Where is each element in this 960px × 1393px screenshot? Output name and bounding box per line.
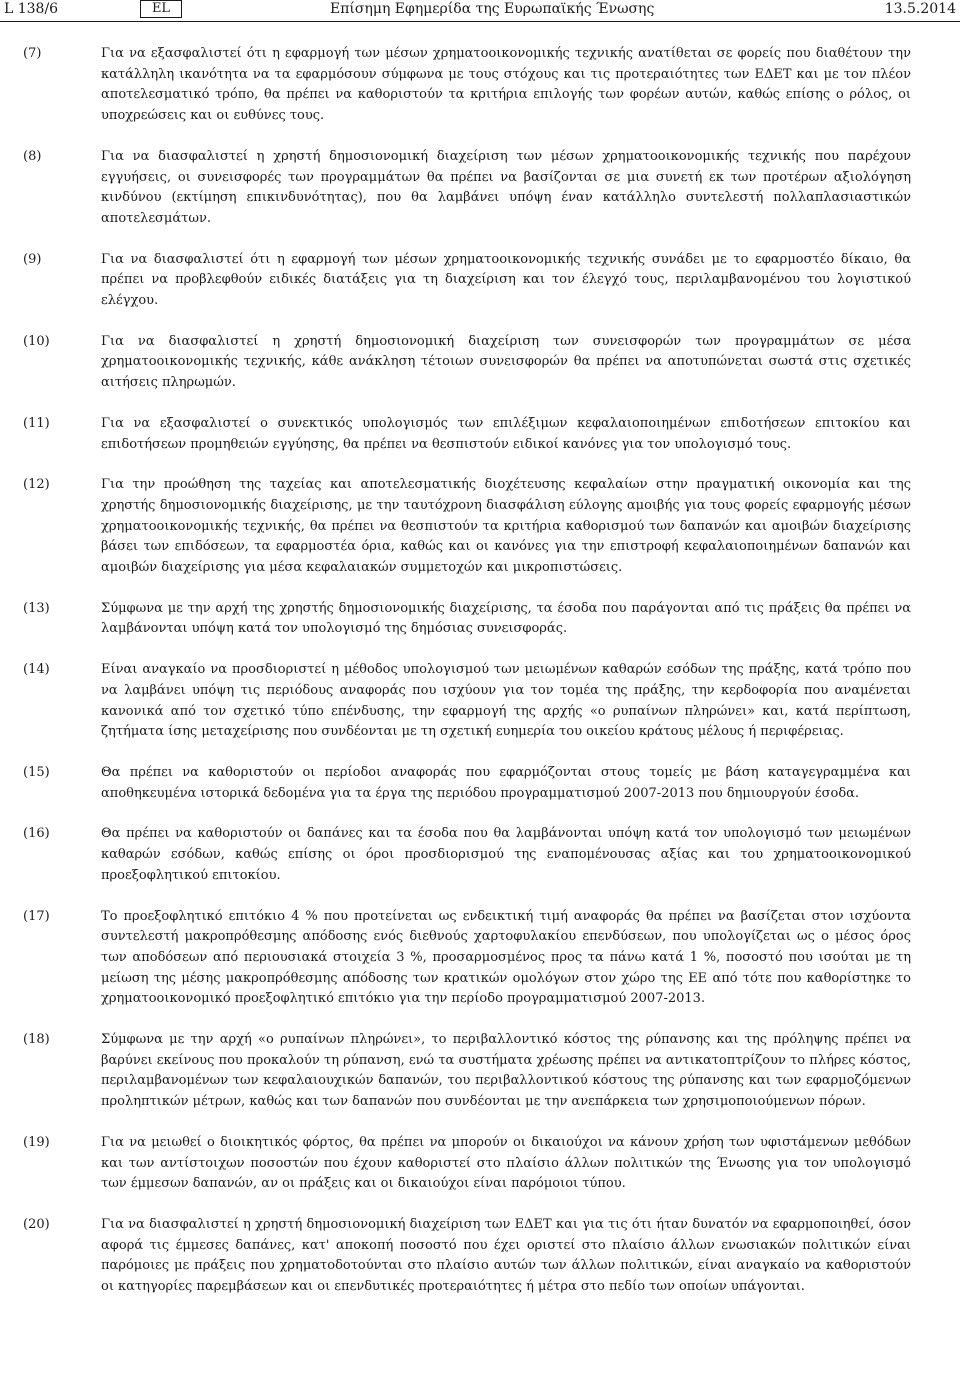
recital-7 <box>0 44 960 127</box>
recital-number: (17) <box>23 908 50 924</box>
recital-text: Είναι αναγκαίο να προσδιοριστεί η μέθοδος υπολογισμού των μειωμένων καθαρών εσόδων της πράξης, κατά τρόπο που να λαμβάνει υπόψη τις περιόδους αναφοράς που ισχύουν για τον τομέα της πράξης, την κερδοφορία που αναμένεται κανονικά από τον σχετικό τύπο επένδυσης, την εφαρμογή της αρχής «ο ρυπαίνων πληρώνει» και, κατά περίπτωση, ζητήματα ίσης μεταχείρισης που συνδέονται με τη σχετική ευημερία του οικείου κράτους μέλους ή περιφέρειας. <box>101 662 911 740</box>
recital-14 <box>0 660 960 743</box>
recital-number: (14) <box>23 662 50 678</box>
publication-date: 13.5.2014 <box>884 1 956 17</box>
recital-text: Για να διασφαλιστεί η χρηστή δημοσιονομική διαχείριση των μέσων χρηματοοικονομικής τεχνικής που παρέχουν εγγυήσεις, οι συνεισφορές των προγραμμάτων θα πρέπει να βασίζονται σε μια συνετή εκ των προτέρων αξιολόγηση κινδύνου (εκτίμηση επικινδυνότητας), που θα λαμβάνει υπόψη έναν κατάλληλο συντελεστή πολλαπλασιαστικών αποτελεσμάτων. <box>101 148 911 226</box>
recital-number: (15) <box>23 764 50 780</box>
recital-text: Για να διασφαλιστεί η χρηστή δημοσιονομική διαχείριση των ΕΔΕΤ και για τις ότι ήταν δυνατόν να εφαρμοποιηθεί, όσον αφορά τις έμμεσες δαπάνες, κατ' αποκοπή ποσοστό που έχει οριστεί στο πλαίσιο άλλων ενωσιακών πολιτικών είναι παρόμοιες με πράξεις που χρηματοδοτούνται στο πλαίσιο αυτών των άλλων πολιτικών, είναι αναγκαίο να καθοριστούν οι κατηγορίες παρεμβάσεων και οι επενδυτικές προτεραιότητες ή μέτρα στο πεδίο των οποίων υπάγονται. <box>101 1216 911 1295</box>
recital-text: Για να εξασφαλιστεί ο συνεκτικός υπολογισμός των επιλέξιμων κεφαλαιοποιημένων επιδοτήσεων επιτοκίου και επιδοτήσεων προμηθειών εγγύησης, θα πρέπει να θεσπιστούν ειδικοί κανόνες για τον υπολογισμό τους. <box>101 415 911 452</box>
language-badge: EL <box>140 0 182 18</box>
recital-8 <box>0 147 960 230</box>
recital-text: Το προεξοφλητικό επιτόκιο 4 % που προτείνεται ως ενδεικτική τιμή αναφοράς θα πρέπει να βασίζεται στον ισχύοντα συντελεστή μακροπρόθεσμης απόδοσης ενός διεθνούς χαρτοφυλακίου επενδύσεων, που υπολογίζεται ως ο μέσος όρος των αποδόσεων από περιουσιακά στοιχεία 3 %, προσαρμοσμένος προς τα πάνω κατά 1 %, ποσοστό που ισούται με τη μείωση της μέσης μακροπρόθεσμης απόδοσης των κρατικών ομολόγων στον χώρο της ΕΕ από τότε που καθορίστηκε το χρηματοοικονομικό προεξοφλητικό επιτόκιο για την περίοδο προγραμματισμού 2007-2013. <box>101 908 911 1007</box>
recital-number: (13) <box>23 600 50 616</box>
recital-number: (12) <box>23 477 50 493</box>
recital-19 <box>0 1133 960 1195</box>
recital-15 <box>0 763 960 804</box>
recital-text: Για να διασφαλιστεί ότι η εφαρμογή των μέσων χρηματοοικονομικής τεχνικής συνάδει με το εφαρμοστέο δίκαιο, θα πρέπει να προβλεφθούν ειδικές διατάξεις για τη διαχείριση και τον έλεγχό τους, περιλαμβανομένου του λογιστικού ελέγχου. <box>101 251 911 309</box>
recital-12 <box>0 475 960 579</box>
recital-13 <box>0 599 960 640</box>
recital-text: Για να διασφαλιστεί η χρηστή δημοσιονομική διαχείριση των συνεισφορών των προγραμμάτων σε μέσα χρηματοοικονομικής τεχνικής, κάθε ανάκληση τέτοιων συνεισφορών θα πρέπει να αποτυπώνεται σωστά στις σχετικές αιτήσεις πληρωμών. <box>101 333 911 391</box>
recital-9 <box>0 250 960 312</box>
page-header <box>0 0 960 22</box>
recital-number: (20) <box>23 1216 50 1232</box>
recital-text: Για την προώθηση της ταχείας και αποτελεσματικής διοχέτευσης κεφαλαίων στην πραγματική οικονομία και της χρηστής δημοσιονομικής διαχείρισης, με την ταυτόχρονη διασφάλιση εύλογης αμοιβής για τους φορείς εφαρμογής μέσων χρηματοοικονομικής τεχνικής, θα πρέπει να θεσπιστούν τα κριτήρια καθορισμού των δαπανών και αμοιβών διαχείρισης βάσει των επιδόσεων, τα εφαρμοστέα όρια, καθώς και οι κανόνες για την επιστροφή κεφαλαιοποιημένων δαπανών και αμοιβών διαχείρισης για μέσα κεφαλαιακών συμμετοχών και μικροπιστώσεις. <box>101 477 911 576</box>
page-number: L 138/6 <box>4 1 59 17</box>
recital-text: Σύμφωνα με την αρχή της χρηστής δημοσιονομικής διαχείρισης, τα έσοδα που παράγονται από τις πράξεις θα πρέπει να λαμβάνονται υπόψη κατά τον υπολογισμό της δημόσιας συνεισφοράς. <box>101 600 911 637</box>
recital-text: Σύμφωνα με την αρχή «ο ρυπαίνων πληρώνει», το περιβαλλοντικό κόστος της ρύπανσης και της πρόληψης πρέπει να βαρύνει εκείνους που προκαλούν τη ρύπανση, ενώ τα συστήματα χρέωσης πρέπει να αντικατοπτρίζουν το πλήρες κόστος, περιλαμβανομένων των κεφαλαιουχικών δαπανών, του περιβαλλοντικού κόστους της ρύπανσης και των εφαρμοζόμενων προληπτικών μέτρων, καθώς και των δαπανών που συνδέονται με την ανεπάρκεια των χρησιμοποιούμενων πόρων. <box>101 1032 911 1110</box>
recital-number: (9) <box>23 251 42 267</box>
recital-number: (10) <box>23 333 50 349</box>
recital-number: (8) <box>23 148 42 164</box>
recital-16 <box>0 824 960 886</box>
header-divider <box>0 21 960 22</box>
recital-text: Θα πρέπει να καθοριστούν οι δαπάνες και τα έσοδα που θα λαμβάνονται υπόψη κατά τον υπολογισμό των μειωμένων καθαρών εσόδων, καθώς επίσης οι όροι προσδιορισμού της εναπομένουσας αξίας και του χρηματοοικονομικού προεξοφλητικού επιτοκίου. <box>101 826 911 883</box>
recital-number: (19) <box>23 1134 50 1150</box>
recital-text: Για να εξασφαλιστεί ότι η εφαρμογή των μέσων χρηματοοικονομικής τεχνικής ανατίθεται σε φορείς που διαθέτουν την κατάλληλη ικανότητα να τα εφαρμόσουν σύμφωνα με τους στόχους και τις προτεραιότητες των ΕΔΕΤ και με τον πλέον αποτελεσματικό τρόπο, θα πρέπει να καθοριστούν τα κριτήρια επιλογής των φορέων αυτών, καθώς επίσης ο ρόλος, οι υποχρεώσεις και οι ευθύνες τους. <box>101 46 911 124</box>
recital-18 <box>0 1030 960 1113</box>
recital-number: (16) <box>23 826 50 842</box>
recital-text: Θα πρέπει να καθοριστούν οι περίοδοι αναφοράς που εφαρμόζονται στους τομείς με βάση καταγεγραμμένα και αποθηκευμένα ιστορικά δεδομένα για τα έργα της περιόδου προγραμματισμού 2007-2013 που δημιουργούν έσοδα. <box>101 764 911 801</box>
recital-number: (7) <box>23 46 42 61</box>
recital-text: Για να μειωθεί ο διοικητικός φόρτος, θα πρέπει να μπορούν οι δικαιούχοι να κάνουν χρήση των υφιστάμενων μεθόδων και των αντίστοιχων ποσοστών που έχουν καθοριστεί στο πλαίσιο άλλων πολιτικών της Ένωσης για τον υπολογισμό των έμμεσων δαπανών, αν οι πράξεις και οι δικαιούχοι είναι παρόμοιοι τύπου. <box>101 1134 911 1192</box>
recital-17 <box>0 907 960 1011</box>
recital-10 <box>0 332 960 394</box>
recitals-list <box>0 44 960 1318</box>
journal-title: Επίσημη Εφημερίδα της Ευρωπαϊκής Ένωσης <box>330 1 655 17</box>
recital-number: (18) <box>23 1032 50 1048</box>
recital-11 <box>0 414 960 455</box>
recital-20 <box>0 1215 960 1298</box>
recital-number: (11) <box>23 415 50 431</box>
